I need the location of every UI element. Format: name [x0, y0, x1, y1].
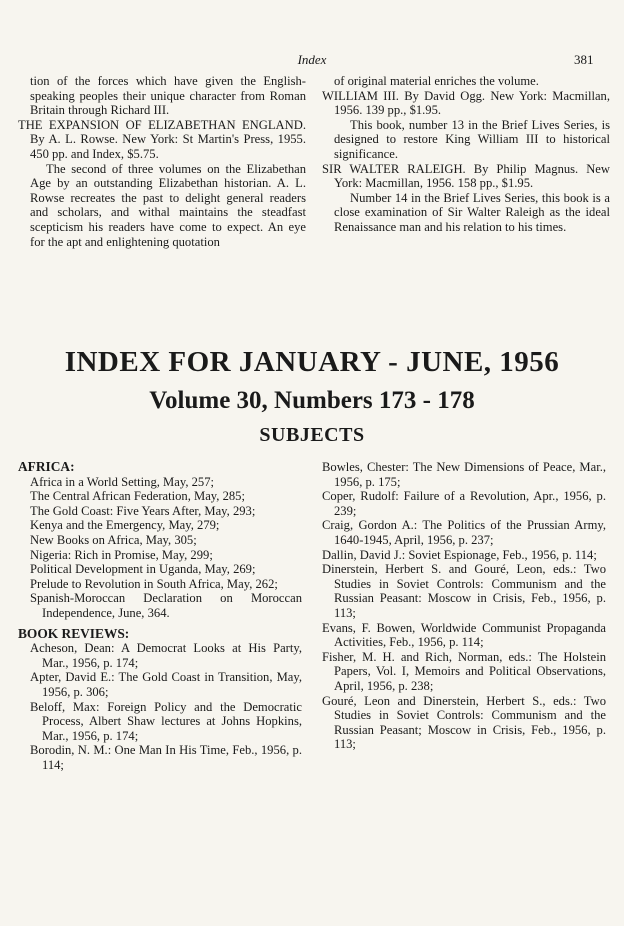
continued-review-text-right: of original material enriches the volume. — [334, 74, 539, 88]
index-right-column — [322, 460, 606, 752]
index-entry: Evans, F. Bowen, Worldwide Communist Propaganda Activities, Feb., 1956, p. 114; — [322, 620, 606, 650]
index-entry: Gouré, Leon and Dinerstein, Herbert S., eds.: Two Studies in Soviet Controls: Communism and the Russian Peasant; Moscow in Crisis, Feb., 1956, p. 113; — [322, 693, 606, 752]
review-heading-walter-raleigh: SIR WALTER RALEIGH. By Philip Magnus. New York: Macmillan, 1956. 158 pp., $1.95. — [322, 161, 610, 191]
review-heading-william-iii: WILLIAM III. By David Ogg. New York: Macmillan, 1956. 139 pp., $1.95. — [322, 88, 610, 118]
index-entry: Kenya and the Emergency, May, 279; — [30, 518, 220, 533]
index-entry: Nigeria: Rich in Promise, May, 299; — [30, 547, 213, 562]
volume-title: Volume 30, Numbers 173 - 178 — [149, 387, 475, 414]
africa-list — [18, 475, 302, 621]
index-entry: The Gold Coast: Five Years After, May, 293; — [30, 503, 256, 518]
index-entry: The Central African Federation, May, 285; — [30, 489, 245, 504]
index-entry: Dinerstein, Herbert S. and Gouré, Leon, eds.: Two Studies in Soviet Controls: Communism and the Russian Peasant: Moscow in Crisis, Feb., 1956, p. 113; — [322, 562, 606, 620]
review-body-walter-raleigh: Number 14 in the Brief Lives Series, this book is a close examination of Sir Walter Raleigh as the ideal Renaissance man and his relation to his times. — [334, 190, 610, 234]
subjects-heading: SUBJECTS — [259, 424, 365, 446]
continued-review-text: tion of the forces which have given the English-speaking peoples their unique character from Roman Britain through Richard III. — [30, 74, 306, 118]
page-number: 381 — [574, 52, 594, 67]
index-entry: Dallin, David J.: Soviet Espionage, Feb., 1956, p. 114; — [322, 547, 597, 562]
index-entry: Africa in a World Setting, May, 257; — [30, 474, 215, 489]
review-heading-elizabethan-england: THE EXPANSION OF ELIZABETHAN ENGLAND. By A. L. Rowse. New York: St Martin's Press, 1955. 450 pp. and Index, $5.75. — [18, 117, 306, 161]
review-body-william-iii: This book, number 13 in the Brief Lives Series, is designed to restore King William III to historical significance. — [334, 117, 610, 161]
top-right-column — [322, 74, 610, 235]
section-heading-africa: AFRICA: — [18, 459, 75, 474]
index-entry: Coper, Rudolf: Failure of a Revolution, Apr., 1956, p. 239; — [322, 489, 606, 518]
index-entry: Acheson, Dean: A Democrat Looks at His Party, Mar., 1956, p. 174; — [30, 641, 302, 670]
top-left-column — [18, 74, 306, 249]
index-entry: Bowles, Chester: The New Dimensions of Peace, Mar., 1956, p. 175; — [322, 460, 606, 489]
index-entry: Apter, David E.: The Gold Coast in Transition, May, 1956, p. 306; — [30, 670, 302, 699]
index-entry: Prelude to Revolution in South Africa, May, 262; — [30, 576, 278, 591]
book-reviews-list-continued — [322, 460, 606, 752]
index-entry: Fisher, M. H. and Rich, Norman, eds.: The Holstein Papers, Vol. I, Memoirs and Political Observations, April, 1956, p. 238; — [322, 649, 606, 693]
index-entry: New Books on Africa, May, 305; — [30, 532, 197, 547]
book-reviews-list — [18, 641, 302, 772]
index-left-column — [18, 460, 302, 772]
index-entry: Political Development in Uganda, May, 269; — [30, 562, 256, 577]
index-title: INDEX FOR JANUARY - JUNE, 1956 — [64, 346, 560, 378]
index-entry: Beloff, Max: Foreign Policy and the Democratic Process, Albert Shaw lectures at Johns Hopkins, Mar., 1956, p. 174; — [30, 699, 302, 743]
running-head — [0, 52, 624, 68]
index-entry: Spanish-Moroccan Declaration on Moroccan Independence, June, 364. — [30, 591, 302, 620]
index-entry: Craig, Gordon A.: The Politics of the Prussian Army, 1640-1945, April, 1956, p. 237; — [322, 518, 606, 547]
running-title: Index — [297, 52, 327, 67]
review-body-elizabethan-england: The second of three volumes on the Elizabethan Age by an outstanding Elizabethan historian. A. L. Rowse recreates the past to delight general readers and scholars, and withal maintains the steadfast scepticism his readers have come to expect. An eye for the apt and enlightening quotation — [30, 161, 306, 249]
index-entry: Borodin, N. M.: One Man In His Time, Feb., 1956, p. 114; — [30, 743, 302, 772]
section-heading-book-reviews: BOOK REVIEWS: — [18, 625, 130, 641]
